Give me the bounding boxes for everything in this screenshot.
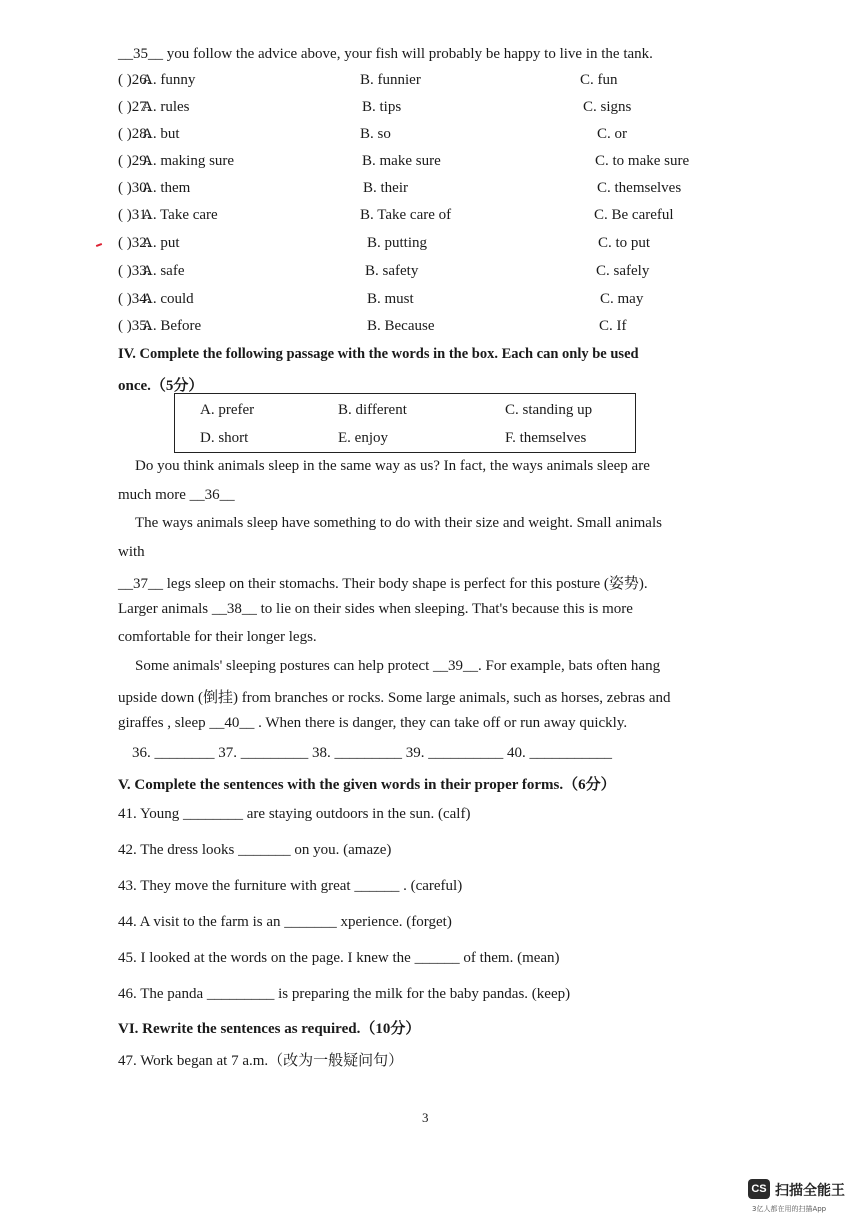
word-e: E. enjoy [338, 430, 388, 446]
sentence-item: 42. The dress looks _______ on you. (amaze) [118, 842, 392, 858]
section-6-heading: VI. Rewrite the sentences as required.（10分） [118, 1021, 421, 1037]
option-a: A. could [142, 291, 194, 307]
question-number: ( )27. [118, 99, 151, 115]
passage-line: much more __36__ [118, 487, 235, 503]
scanner-tagline: 3亿人都在用的扫描App [752, 1205, 827, 1213]
passage-line: Larger animals __38__ to lie on their sides when sleeping. That's because this is more [118, 601, 633, 617]
passage-line: __37__ legs sleep on their stomachs. Their body shape is perfect for this posture (姿势). [118, 576, 648, 592]
question-number: ( )33. [118, 263, 151, 279]
rewrite-item: 47. Work began at 7 a.m.（改为一般疑问句） [118, 1053, 404, 1069]
option-b: B. safety [365, 263, 419, 279]
sentence-item: 46. The panda _________ is preparing the milk for the baby pandas. (keep) [118, 986, 571, 1002]
passage-line: with [118, 544, 145, 560]
section-4-heading-cont: once.（5分） [118, 378, 204, 394]
option-b: B. must [367, 291, 414, 307]
word-a: A. prefer [200, 402, 255, 418]
red-pen-mark [96, 243, 102, 247]
word-b: B. different [338, 402, 407, 418]
question-number: ( )28. [118, 126, 151, 142]
option-a: A. Before [142, 318, 202, 334]
option-a: A. safe [142, 263, 185, 279]
option-a: A. but [142, 126, 180, 142]
scanner-logo-icon: CS [748, 1179, 770, 1199]
answer-blanks: 36. ________ 37. _________ 38. _________ 39. __________ 40. ___________ [132, 745, 612, 761]
question-number: ( )26. [118, 72, 151, 88]
choice-row-26 [118, 72, 758, 94]
choice-row-34 [118, 291, 758, 313]
option-b: B. so [360, 126, 391, 142]
word-d: D. short [200, 430, 249, 446]
intro-line: __35__ you follow the advice above, your fish will probably be happy to live in the tank. [118, 46, 653, 62]
question-number: ( )34. [118, 291, 151, 307]
question-number: ( )31. [118, 207, 151, 223]
option-b: B. putting [367, 235, 428, 251]
option-c: C. safely [596, 263, 650, 279]
option-a: A. put [142, 235, 180, 251]
sentence-item: 41. Young ________ are staying outdoors in the sun. (calf) [118, 806, 471, 822]
question-number: ( )32. [118, 235, 151, 251]
choice-row-33 [118, 263, 758, 285]
option-a: A. Take care [142, 207, 218, 223]
option-a: A. them [142, 180, 191, 196]
choice-row-30 [118, 180, 758, 202]
option-b: B. their [363, 180, 408, 196]
passage-line: giraffes , sleep __40__ . When there is danger, they can take off or run away quickly. [118, 715, 628, 731]
scanner-brand: 扫描全能王 [775, 1183, 845, 1199]
choice-row-35 [118, 318, 758, 340]
passage-line: comfortable for their longer legs. [118, 629, 317, 645]
option-a: A. rules [142, 99, 190, 115]
option-c: C. fun [580, 72, 618, 88]
option-b: B. make sure [362, 153, 441, 169]
option-c: C. signs [583, 99, 632, 115]
option-b: B. tips [362, 99, 402, 115]
choice-row-29 [118, 153, 758, 175]
option-c: C. or [597, 126, 627, 142]
choice-row-28 [118, 126, 758, 148]
sentence-item: 45. I looked at the words on the page. I knew the ______ of them. (mean) [118, 950, 560, 966]
option-a: A. funny [142, 72, 196, 88]
option-c: C. themselves [597, 180, 682, 196]
choice-row-32 [118, 235, 758, 257]
word-c: C. standing up [505, 402, 593, 418]
passage-line: upside down (倒挂) from branches or rocks. Some large animals, such as horses, zebras and [118, 690, 671, 706]
question-number: ( )29. [118, 153, 151, 169]
page-number: 3 [422, 1110, 429, 1125]
choice-row-27 [118, 99, 758, 121]
word-box [174, 393, 636, 453]
section-5-heading: V. Complete the sentences with the given words in their proper forms.（6分） [118, 777, 616, 793]
word-f: F. themselves [505, 430, 587, 446]
option-c: C. to make sure [595, 153, 690, 169]
passage-line: The ways animals sleep have something to do with their size and weight. Small animals [135, 515, 662, 531]
option-b: B. Because [367, 318, 435, 334]
passage-line: Some animals' sleeping postures can help protect __39__. For example, bats often hang [135, 658, 661, 674]
option-b: B. funnier [360, 72, 421, 88]
passage-line: Do you think animals sleep in the same way as us? In fact, the ways animals sleep are [135, 458, 650, 474]
option-c: C. may [600, 291, 644, 307]
question-number: ( )30. [118, 180, 151, 196]
option-c: C. If [599, 318, 627, 334]
question-number: ( )35. [118, 318, 151, 334]
sentence-item: 43. They move the furniture with great ______ . (careful) [118, 878, 463, 894]
section-4-heading: IV. Complete the following passage with the words in the box. Each can only be used [118, 346, 639, 362]
option-c: C. Be careful [594, 207, 674, 223]
option-b: B. Take care of [360, 207, 452, 223]
choice-row-31 [118, 207, 758, 229]
option-c: C. to put [598, 235, 651, 251]
option-a: A. making sure [142, 153, 235, 169]
sentence-item: 44. A visit to the farm is an _______ xperience. (forget) [118, 914, 452, 930]
